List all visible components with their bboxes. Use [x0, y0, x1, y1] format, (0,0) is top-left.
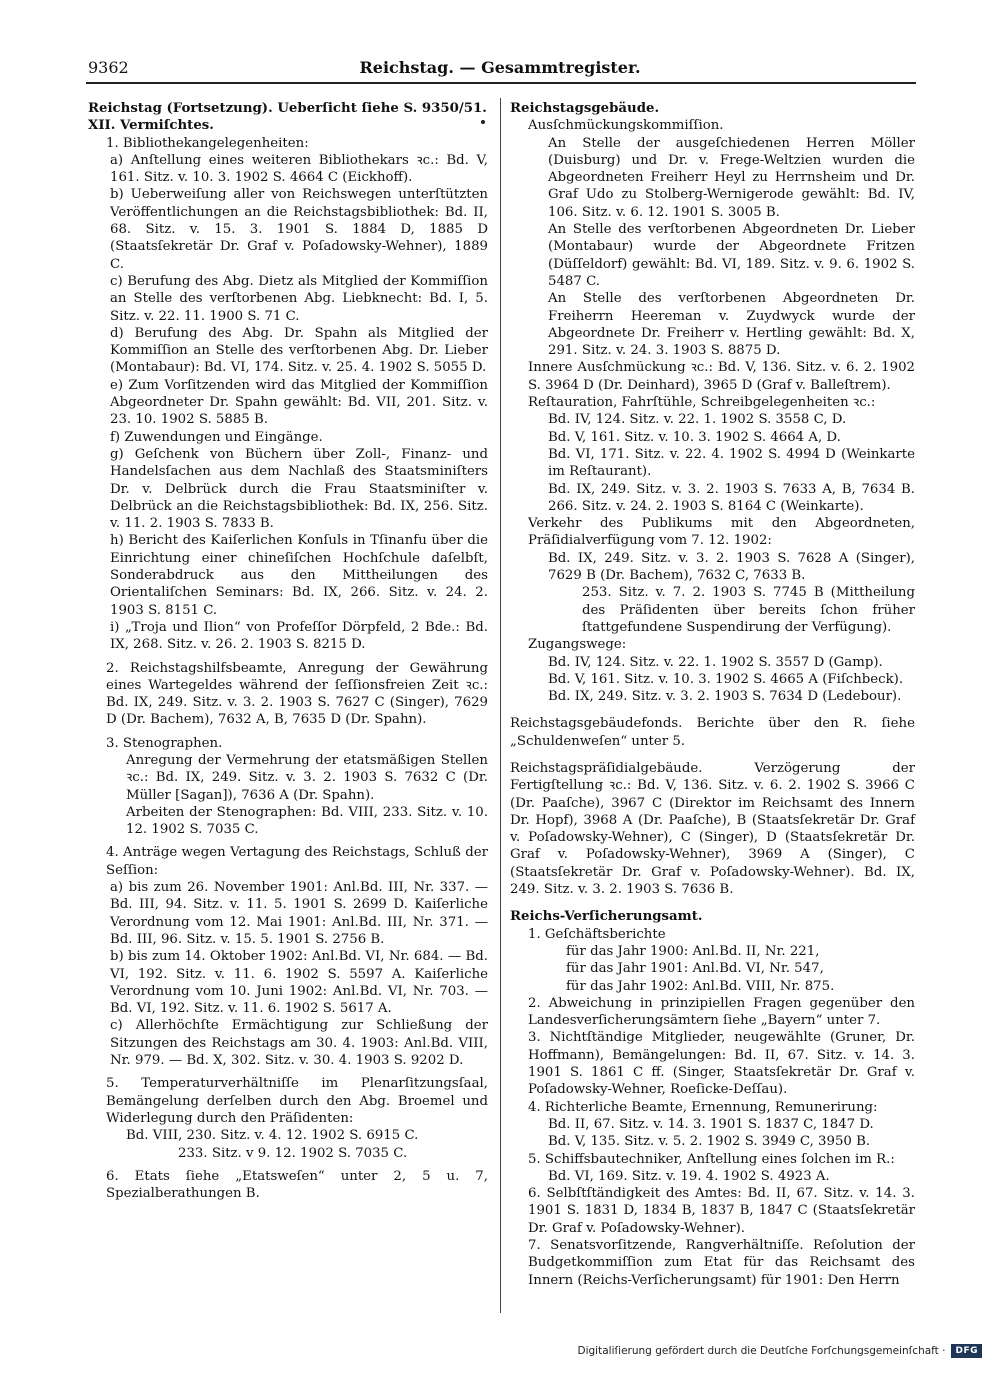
footer-credit: [578, 1344, 982, 1358]
index-entry: c) Allerhöchſte Ermächtigung zur Schließung der Sitzungen des Reichstags am 30. 4. 1903: Anl.Bd. VIII, Nr. 979. — Bd. X, 302. Sitz. v. 30. 4. 1903 S. 9202 D.: [110, 1018, 488, 1069]
index-entry: Innere Ausſchmückung ꝛc.: Bd. V, 136. Sitz. v. 6. 2. 1902 S. 3964 D (Dr. Deinhard), 3965 D (Graf v. Balleſtrem).: [528, 360, 915, 393]
index-entry: 2. Abweichung in prinzipiellen Fragen gegenüber den Landesverſicherungsämtern ſiehe „Bayern“ unter 7.: [528, 995, 915, 1029]
index-entry: für das Jahr 1900: Anl.Bd. II, Nr. 221,: [566, 943, 820, 959]
index-entry: 4. Richterliche Beamte, Ernennung, Remunerirung:: [528, 1099, 878, 1115]
index-entry: Reichstagsgebäudefonds. Berichte über den R. ſiehe „Schuldenweſen“ unter 5.: [510, 716, 915, 749]
index-entry: f) Zuwendungen und Eingänge.: [110, 429, 323, 445]
page-number: 9362: [88, 58, 129, 77]
index-entry: b) bis zum 14. Oktober 1902: Anl.Bd. VI, Nr. 684. — Bd. VI, 192. Sitz. v. 11. 6. 1902 S. 5597 A. Kaiſerliche Verordnung vom 10. Juni 1902: Anl.Bd. VI, Nr. 703. — Bd. VI, 192. Sitz. v. 11. 6. 1902 S. 5617 A.: [110, 949, 488, 1017]
index-entry: 6. Selbſtſtändigkeit des Amtes: Bd. II, 67. Sitz. v. 14. 3. 1901 S. 1831 D, 1834 B, 1837 B, 1847 C (Staatsſekretär Dr. Graf v. Poſadowsky-Wehner).: [528, 1186, 915, 1236]
index-entry: An Stelle des verſtorbenen Abgeordneten Dr. Lieber (Montabaur) wurde der Abgeordnete Fritzen (Düſſeldorf) gewählt: Bd. VI, 189. Sitz. v. 9. 6. 1902 S. 5487 C.: [548, 222, 915, 289]
index-entry: Bd. VI, 169. Sitz. v. 19. 4. 1902 S. 4923 A.: [548, 1168, 830, 1184]
index-entry: 253. Sitz. v. 7. 2. 1903 S. 7745 B (Mittheilung des Präſidenten über bereits ſchon früher ſtattgefundene Suspendirung der Verfügung).: [582, 585, 915, 635]
index-entry: Verkehr des Publikums mit den Abgeordneten, Präſidialverfügung vom 7. 12. 1902:: [528, 516, 915, 549]
index-entry: 5. Schiffsbautechniker, Anſtellung eines ſolchen im R.:: [528, 1151, 895, 1167]
index-entry: Reichstagspräſidialgebäude. Verzögerung der Fertigſtellung ꝛc.: Bd. V, 136. Sitz. v. 6. 2. 1902 S. 3966 C (Dr. Paaſche), 3967 C (Direktor im Reichsamt des Innern Dr. Hopf), 3968 A (Dr. Paaſche), B (Staatsſekretär Dr. Graf v. Poſadowsky-Wehner), C (Singer), D (Staatsſekretär Dr. Graf v. Poſadowsky-Wehner), 3969 A (Singer), C (Staatsſekretär Dr. Graf v. Poſadowsky-Wehner). Bd. IX, 249. Sitz. v. 3. 2. 1903 S. 7636 B.: [510, 760, 915, 898]
index-entry: Bd. IV, 124. Sitz. v. 22. 1. 1902 S. 3557 D (Gamp).: [548, 654, 883, 670]
index-entry: Bd. V, 161. Sitz. v. 10. 3. 1902 S. 4665 A (Fiſchbeck).: [548, 671, 904, 687]
dfg-logo: DFG: [951, 1344, 982, 1358]
index-entry: 6. Etats ſiehe „Etatsweſen“ unter 2, 5 u. 7, Spezialberathungen B.: [106, 1168, 488, 1202]
index-entry: 3. Nichtſtändige Mitglieder, neugewählte (Gruner, Dr. Hoffmann), Bemängelungen: Bd. II, 67. Sitz. v. 14. 3. 1901 S. 1861 C ff. (Singer, Staatsſekretär Dr. Graf v. Poſadowsky-Wehner, Roeſicke-Deſſau).: [528, 1030, 915, 1098]
index-entry: Bd. IX, 249. Sitz. v. 3. 2. 1903 S. 7628 A (Singer), 7629 B (Dr. Bachem), 7632 C, 7633 B.: [548, 550, 915, 584]
index-entry: Zugangswege:: [528, 637, 627, 653]
index-entry: 1. Geſchäftsberichte: [528, 926, 666, 942]
index-entry: Bd. IX, 249. Sitz. v. 3. 2. 1903 S. 7634 D (Ledebour).: [548, 689, 902, 705]
index-entry: für das Jahr 1901: Anl.Bd. VI, Nr. 547,: [566, 961, 824, 977]
footer-credit-text: Digitaliſierung gefördert durch die Deutſche Forſchungsgemeinſchaft ·: [577, 1345, 946, 1357]
index-entry: Ausſchmückungskommiſſion.: [528, 118, 724, 134]
index-entry: Anregung der Vermehrung der etatsmäßigen Stellen ꝛc.: Bd. IX, 249. Sitz. v. 3. 2. 1903 S. 7632 C (Dr. Müller [Sagan]), 7636 A (Dr. Spahn).: [126, 752, 488, 803]
column-divider: [500, 98, 501, 1313]
index-entry: für das Jahr 1902: Anl.Bd. VIII, Nr. 875.: [566, 978, 835, 994]
index-entry: i) „Troja und Ilion“ von Profeſſor Dörpfeld, 2 Bde.: Bd. IX, 268. Sitz. v. 26. 2. 1903 S. 8215 D.: [110, 619, 488, 653]
index-entry: Bd. V, 135. Sitz. v. 5. 2. 1902 S. 3949 C, 3950 B.: [548, 1134, 871, 1150]
index-entry: e) Zum Vorſitzenden wird das Mitglied der Kommiſſion Abgeordneter Dr. Spahn gewählt: Bd. VII, 201. Sitz. v. 23. 10. 1902 S. 5885 B.: [110, 377, 488, 428]
index-entry: 7. Senatsvorſitzende, Rangverhältniſſe. Reſolution der Budgetkommiſſion zum Etat für das Reichsamt des Innern (Reichs-Verſicherungsamt) für 1901: Den Herrn: [528, 1238, 915, 1288]
right-column: [510, 100, 915, 1289]
index-entry: Bd. IV, 124. Sitz. v. 22. 1. 1902 S. 3558 C, D.: [548, 412, 847, 428]
index-entry: d) Berufung des Abg. Dr. Spahn als Mitglied der Kommiſſion an Stelle des verſtorbenen Abg. Dr. Lieber (Montabaur): Bd. VI, 174. Sitz. v. 25. 4. 1902 S. 5055 D.: [110, 325, 488, 376]
header-rule: [86, 82, 916, 84]
index-entry: a) bis zum 26. November 1901: Anl.Bd. III, Nr. 337. — Bd. III, 94. Sitz. v. 11. 5. 1901 S. 2699 D. Kaiſerliche Verordnung vom 12. Mai 1901: Anl.Bd. III, Nr. 371. — Bd. III, 96. Sitz. v. 15. 5. 1901 S. 2756 B.: [110, 880, 488, 947]
index-entry: 3. Stenographen.: [106, 735, 223, 751]
index-entry: 4. Anträge wegen Vertagung des Reichstags, Schluß der Seſſion:: [106, 845, 488, 878]
index-entry: Reichs-Verſicherungsamt.: [510, 909, 703, 925]
index-entry: Bd. II, 67. Sitz. v. 14. 3. 1901 S. 1837 C, 1847 D.: [548, 1116, 874, 1132]
index-entry: An Stelle des verſtorbenen Abgeordneten Dr. Freiherrn Heereman v. Zuydwyck wurde der Abgeordnete Dr. Freiherr v. Hertling gewählt: Bd. X, 291. Sitz. v. 24. 3. 1903 S. 8875 D.: [548, 291, 915, 359]
index-entry: 5. Temperaturverhältniſſe im Plenarſitzungsſaal, Bemängelung derſelben durch den Abg. Broemel und Widerlegung durch den Präſidenten:: [106, 1076, 488, 1126]
index-entry: 233. Sitz. v 9. 12. 1902 S. 7035 C.: [178, 1145, 408, 1161]
running-title: Reichstag. — Gesammtregister.: [359, 58, 641, 77]
index-entry: Bd. IX, 249. Sitz. v. 3. 2. 1903 S. 7633 A, B, 7634 B. 266. Sitz. v. 24. 2. 1903 S. 8164 C (Weinkarte).: [548, 481, 915, 514]
index-entry: Bd. VI, 171. Sitz. v. 22. 4. 1902 S. 4994 D (Weinkarte im Reſtaurant).: [548, 446, 915, 480]
index-entry: Arbeiten der Stenographen: Bd. VIII, 233. Sitz. v. 10. 12. 1902 S. 7035 C.: [126, 804, 488, 838]
index-entry: Reichstag (Fortsetzung). Ueberſicht ſiehe S. 9350/51.: [88, 101, 487, 116]
index-entry: c) Berufung des Abg. Dietz als Mitglied der Kommiſſion an Stelle des verſtorbenen Abg. Liebknecht: Bd. I, 5. Sitz. v. 22. 11. 1900 S. 71 C.: [110, 273, 488, 324]
index-entry: XII. Vermiſchtes.: [88, 118, 214, 134]
index-entry: h) Bericht des Kaiſerlichen Konſuls in Tſinanfu über die Einrichtung einer chineſiſchen Hochſchule daſelbſt, Sonderabdruck aus den Mittheilungen des Orientaliſchen Seminars: Bd. IX, 266. Sitz. v. 24. 2. 1903 S. 8151 C.: [110, 533, 488, 618]
index-entry: 2. Reichstagshilfsbeamte, Anregung der Gewährung eines Wartegeldes während der ſeſſionsfreien Zeit ꝛc.: Bd. IX, 249. Sitz. v. 3. 2. 1903 S. 7627 C (Singer), 7629 D (Dr. Bachem), 7632 A, B, 7635 D (Dr. Spahn).: [106, 660, 488, 728]
left-column: [88, 100, 488, 1202]
index-entry: Reſtauration, Fahrſtühle, Schreibgelegenheiten ꝛc.:: [528, 395, 876, 411]
index-entry: a) Anſtellung eines weiteren Bibliothekars ꝛc.: Bd. V, 161. Sitz. v. 10. 3. 1902 S. 4664 C (Eickhoff).: [110, 152, 488, 186]
index-entry: An Stelle der ausgeſchiedenen Herren Möller (Duisburg) und Dr. v. Frege-Weltzien wurden die Abgeordneten Freiherr Heyl zu Herrnsheim und Dr. Graf Udo zu Stolberg-Wernigerode gewählt: Bd. IV, 106. Sitz. v. 6. 12. 1901 S. 3005 B.: [548, 135, 915, 220]
index-entry: 1. Bibliothekangelegenheiten:: [106, 135, 309, 151]
index-entry: Bd. V, 161. Sitz. v. 10. 3. 1902 S. 4664 A, D.: [548, 429, 841, 445]
index-entry: b) Ueberweiſung aller von Reichswegen unterſtützten Veröffentlichungen an die Reichstagsbibliothek: Bd. II, 68. Sitz. v. 15. 3. 1901 S. 1884 D, 1885 D (Staatsſekretär Dr. Graf v. Poſadowsky-Wehner), 1889 C.: [110, 187, 488, 272]
index-entry: Reichstagsgebäude.: [510, 101, 660, 116]
index-entry: Bd. VIII, 230. Sitz. v. 4. 12. 1902 S. 6915 C.: [126, 1128, 419, 1144]
index-entry: g) Geſchenk von Büchern über Zoll-, Finanz- und Handelsſachen aus dem Nachlaß des Staatsminiſters Dr. v. Delbrück durch die Frau Staatsminiſter v. Delbrück an die Reichstagsbibliothek: Bd. IX, 256. Sitz. v. 11. 2. 1903 S. 7833 B.: [110, 446, 488, 532]
